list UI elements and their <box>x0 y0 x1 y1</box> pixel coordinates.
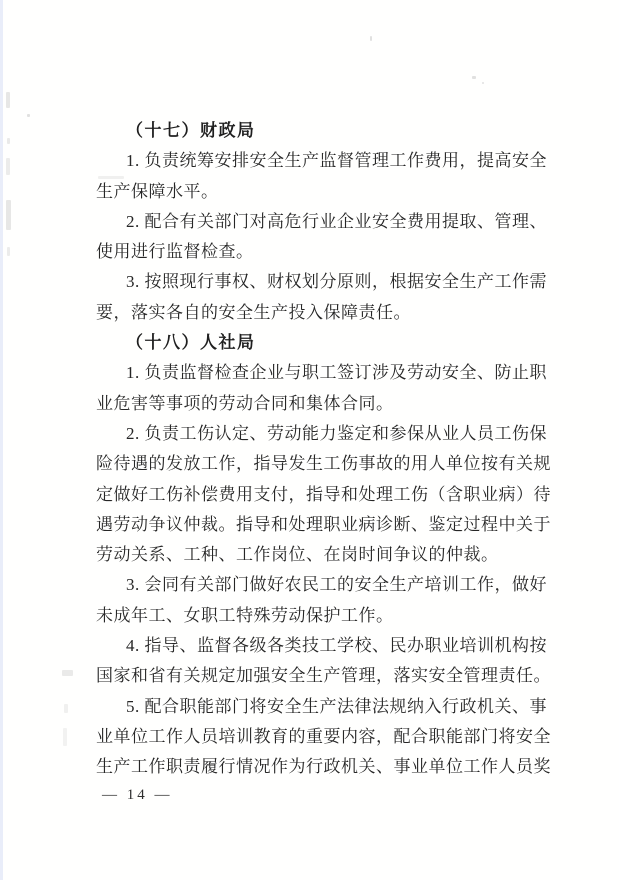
document-body <box>96 116 551 783</box>
paragraph-line: 业危害等事项的劳动合同和集体合同。 <box>96 393 394 413</box>
scan-speck <box>27 114 30 117</box>
paragraph-line: 险待遇的发放工作，指导发生工伤事故的用人单位按有关规 <box>96 454 551 474</box>
paragraph-line: 业单位工作人员培训教育的重要内容，配合职能部门将安全 <box>96 726 551 746</box>
paragraph-line: 5. 配合职能部门将安全生产法律法规纳入行政机关、事 <box>126 696 547 716</box>
scan-speck <box>7 247 10 256</box>
paragraph-line: 使用进行监督检查。 <box>96 242 254 262</box>
paragraph-line: 定做好工伤补偿费用支付，指导和处理工伤（含职业病）待 <box>96 484 551 504</box>
paragraph-line: 国家和省有关规定加强安全生产管理，落实安全管理责任。 <box>96 666 551 686</box>
paragraph-line: 生产保障水平。 <box>96 181 219 201</box>
scan-speck <box>63 728 67 746</box>
scan-speck <box>472 76 476 79</box>
scan-speck <box>6 158 10 175</box>
section-heading: （十七）财政局 <box>126 121 256 140</box>
paragraph-line: 1. 负责监督检查企业与职工签订涉及劳动安全、防止职 <box>126 363 547 383</box>
paragraph-line: 遇劳动争议仲裁。指导和处理职业病诊断、鉴定过程中关于 <box>96 514 551 534</box>
paragraph-line: 3. 按照现行事权、财权划分原则，根据安全生产工作需 <box>126 272 547 292</box>
scan-speck <box>62 670 73 676</box>
paragraph-line: 4. 指导、监督各级各类技工学校、民办职业培训机构按 <box>126 636 547 656</box>
scan-speck <box>6 200 11 230</box>
scan-edge-artifact <box>0 0 3 880</box>
scan-speck <box>370 36 372 41</box>
scan-speck <box>482 82 484 84</box>
paragraph-line: 3. 会同有关部门做好农民工的安全生产培训工作，做好 <box>126 575 547 595</box>
paragraph-line: 要，落实各自的安全生产投入保障责任。 <box>96 302 411 322</box>
scan-speck <box>64 704 68 713</box>
paragraph-line: 2. 配合有关部门对高危行业企业安全费用提取、管理、 <box>126 211 547 231</box>
paragraph-line: 未成年工、女职工特殊劳动保护工作。 <box>96 605 394 625</box>
paragraph-line: 生产工作职责履行情况作为行政机关、事业单位工作人员奖 <box>96 757 551 777</box>
scan-speck <box>7 138 10 144</box>
paragraph-line: 2. 负责工伤认定、劳动能力鉴定和参保从业人员工伤保 <box>126 423 547 443</box>
page-number: — 14 — <box>102 787 173 803</box>
section-heading: （十八）人社局 <box>126 333 256 353</box>
scan-speck <box>6 92 10 108</box>
paragraph-line: 1. 负责统筹安排安全生产监督管理工作费用，提高安全 <box>126 151 547 171</box>
paragraph-line: 劳动关系、工种、工作岗位、在岗时间争议的仲裁。 <box>96 545 499 565</box>
